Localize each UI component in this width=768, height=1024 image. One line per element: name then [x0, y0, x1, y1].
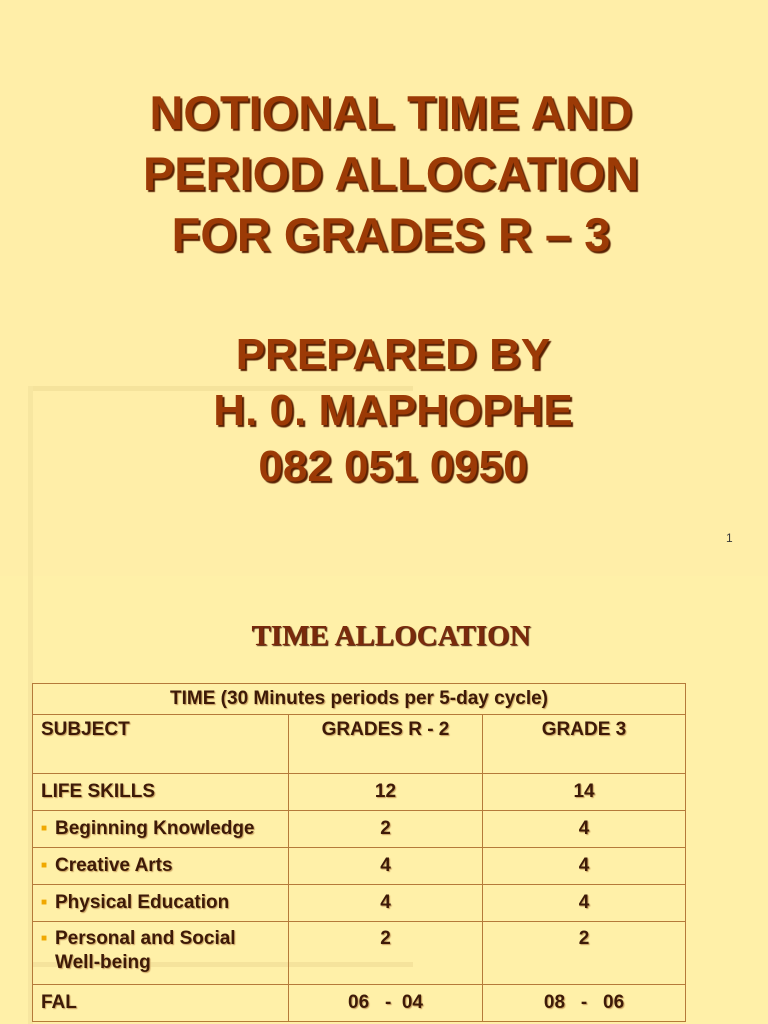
bullet-icon: ■	[41, 933, 48, 945]
grades-r-2-cell: 2	[289, 922, 483, 985]
bullet-icon: ■	[41, 823, 48, 834]
column-header-grades-r-2: GRADES R - 2	[289, 715, 483, 774]
slide-title-line: FOR GRADES R – 3	[171, 208, 611, 261]
table-caption-row	[33, 684, 686, 715]
grade-3-cell: 08 - 06	[483, 985, 686, 1022]
bullet-icon: ■	[41, 897, 48, 909]
grade-3-cell: 4	[483, 885, 686, 922]
time-allocation-table	[32, 683, 686, 1022]
grade-3-cell: 2	[483, 922, 686, 985]
table-caption: TIME (30 Minutes periods per 5-day cycle)	[33, 684, 686, 715]
subject-label: Physical Education	[55, 892, 230, 914]
table-row	[33, 811, 686, 848]
subject-label: Personal and Social	[55, 928, 236, 950]
subject-cell: FAL	[33, 985, 289, 1022]
grades-r-2-cell: 12	[289, 774, 483, 811]
table-row	[33, 885, 686, 922]
table-header-row	[33, 715, 686, 774]
subject-cell	[33, 922, 289, 985]
grades-r-2-cell: 06 - 04	[289, 985, 483, 1022]
subject-cell	[33, 811, 289, 848]
subject-label: Creative Arts	[55, 855, 173, 877]
subject-cell: LIFE SKILLS	[33, 774, 289, 811]
grades-r-2-cell: 4	[289, 885, 483, 922]
grade-3-cell: 4	[483, 811, 686, 848]
table-row	[33, 848, 686, 885]
slide-title-line: PERIOD ALLOCATION	[142, 147, 640, 200]
subject-label: Beginning Knowledge	[55, 818, 255, 840]
column-header-grade-3: GRADE 3	[483, 715, 686, 774]
slide-title: TIME ALLOCATION	[251, 620, 531, 652]
grades-r-2-cell: 4	[289, 848, 483, 885]
grade-3-cell: 4	[483, 848, 686, 885]
table-row	[33, 774, 686, 811]
grade-3-cell: 14	[483, 774, 686, 811]
table-row	[33, 985, 686, 1022]
prepared-by-block	[0, 327, 768, 495]
bullet-icon: ■	[41, 860, 48, 872]
subject-cell	[33, 848, 289, 885]
author-phone: 082 051 0950	[258, 442, 528, 491]
subject-label-continued: Well-being	[55, 952, 151, 974]
page-number: 1	[726, 531, 733, 545]
author-name: H. 0. MAPHOPHE	[213, 386, 573, 435]
slide-title	[0, 82, 768, 265]
grades-r-2-cell: 2	[289, 811, 483, 848]
table-row	[33, 922, 686, 985]
column-header-subject: SUBJECT	[33, 715, 289, 774]
prepared-by-label: PREPARED BY	[235, 330, 551, 379]
subject-cell	[33, 885, 289, 922]
time-allocation-slide	[0, 576, 768, 1024]
slide-title-line: NOTIONAL TIME AND	[149, 86, 633, 139]
